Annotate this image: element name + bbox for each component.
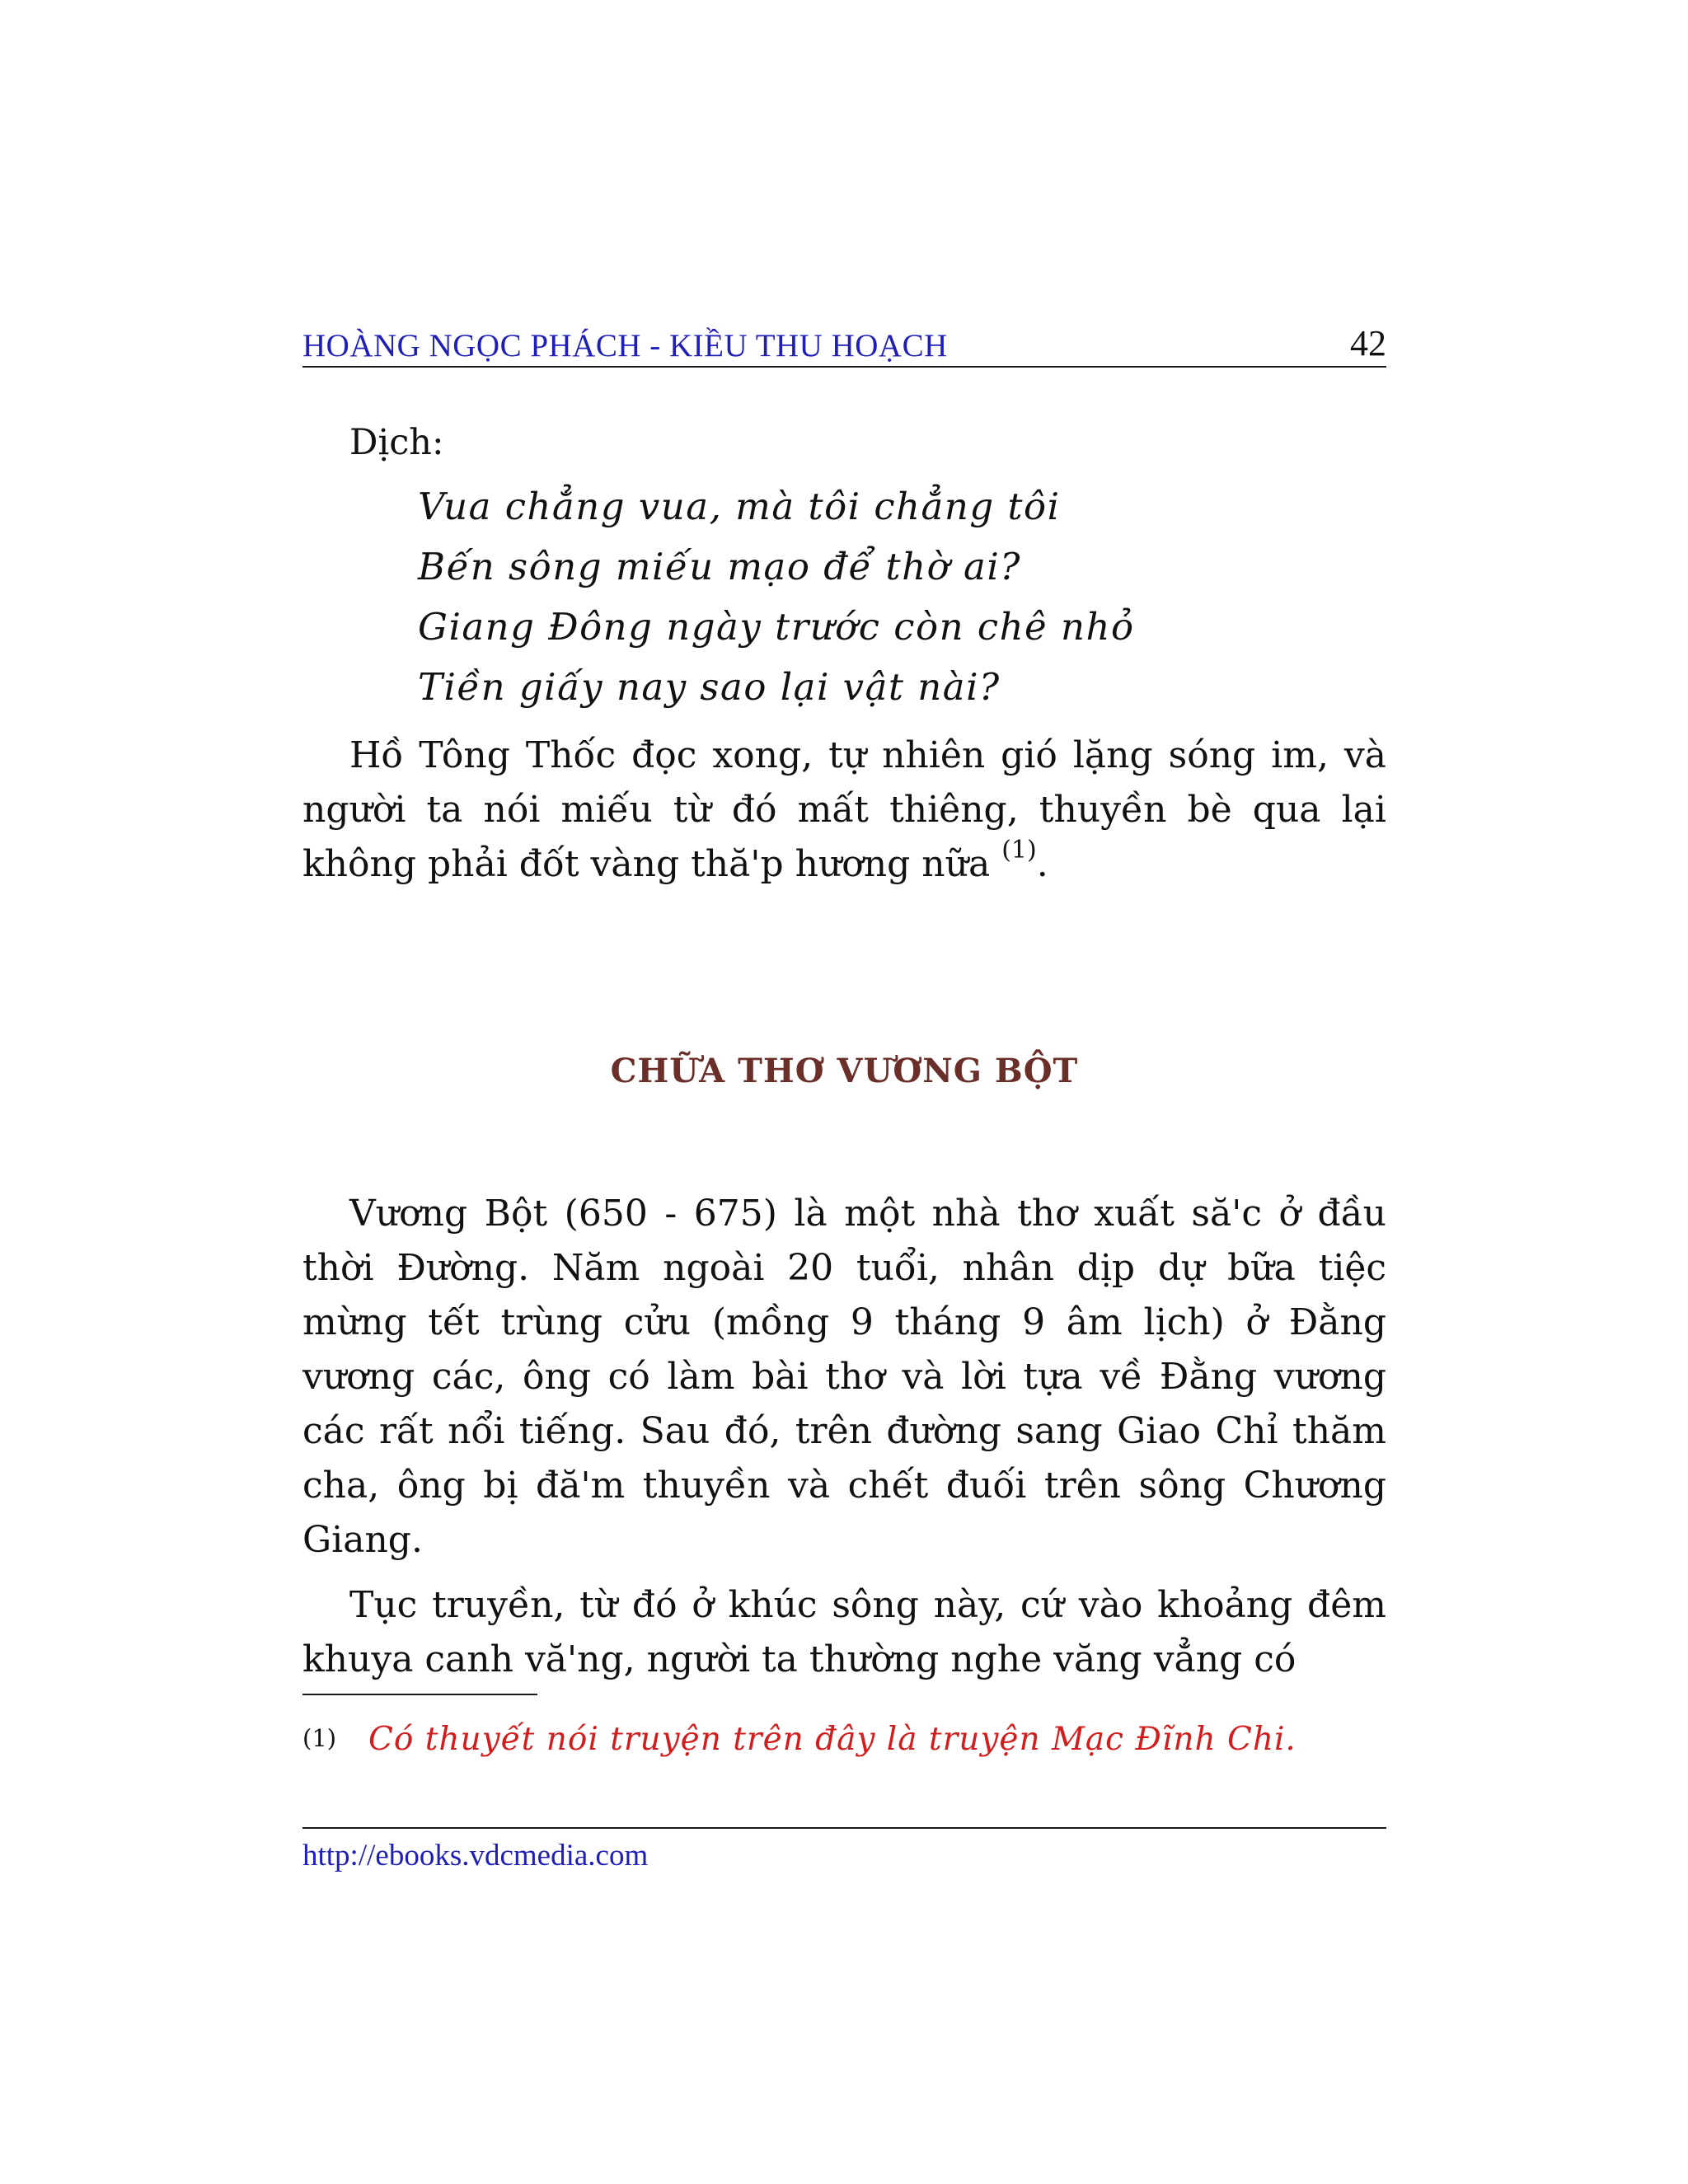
poem-line: Bến sông miếu mạo để thờ ai?	[418, 545, 1021, 588]
poem-line: Giang Đông ngày trước còn chê nhỏ	[418, 605, 1135, 649]
paragraph-tuc-truyen	[302, 1578, 1386, 1687]
book-title: HOÀNG NGỌC PHÁCH - KIỀU THU HOẠCH	[302, 328, 948, 363]
translated-poem	[418, 485, 1135, 725]
paragraph-text: Vương Bột (650 - 675) là một nhà thơ xuất să'c ở đầu thời Đường. Năm ngoài 20 tuổi, nhân dịp dự bữa tiệc mừng tết trùng cửu (mồng 9 tháng 9 âm lịch) ở Đằng vương các, ông có làm bài thơ và lời tựa về Đằng vương các rất nổi tiếng. Sau đó, trên đường sang Giao Chỉ thăm cha, ông bị đă'm thuyền và chết đuối trên sông Chương Giang.	[302, 1193, 1386, 1561]
paragraph-text: Hồ Tông Thốc đọc xong, tự nhiên gió lặng sóng im, và người ta nói miếu từ đó mất thiêng, thuyền bè qua lại không phải đốt vàng thă'p hương nữa	[302, 734, 1386, 885]
poem-line: Tiền giấy nay sao lại vật nài?	[418, 665, 1001, 709]
paragraph-ho-tong-thoc	[302, 729, 1386, 892]
paragraph-text: Tục truyền, từ đó ở khúc sông này, cứ vào khoảng đêm khuya canh vă'ng, người ta thường nghe văng vẳng có	[302, 1584, 1386, 1680]
section-title: CHỮA THƠ VƯƠNG BỘT	[610, 1052, 1079, 1090]
footer-url-link[interactable]: http://ebooks.vdcmedia.com	[302, 1839, 649, 1872]
paragraph-end: .	[1036, 843, 1048, 885]
footer-divider	[302, 1827, 1386, 1829]
footnote	[302, 1721, 1296, 1758]
footnote-reference: (1)	[1001, 836, 1037, 865]
paragraph-vuong-bot	[302, 1187, 1386, 1568]
page-number: 42	[1350, 323, 1386, 363]
footnote-divider	[302, 1694, 537, 1695]
poem-line: Vua chẳng vua, mà tôi chẳng tôi	[418, 485, 1061, 528]
footnote-number: (1)	[302, 1724, 337, 1752]
page-header	[302, 323, 1386, 368]
translation-label: Dịch:	[349, 422, 444, 463]
footnote-text: Có thuyết nói truyện trên đây là truyện Mạc Đĩnh Chi.	[368, 1721, 1296, 1758]
